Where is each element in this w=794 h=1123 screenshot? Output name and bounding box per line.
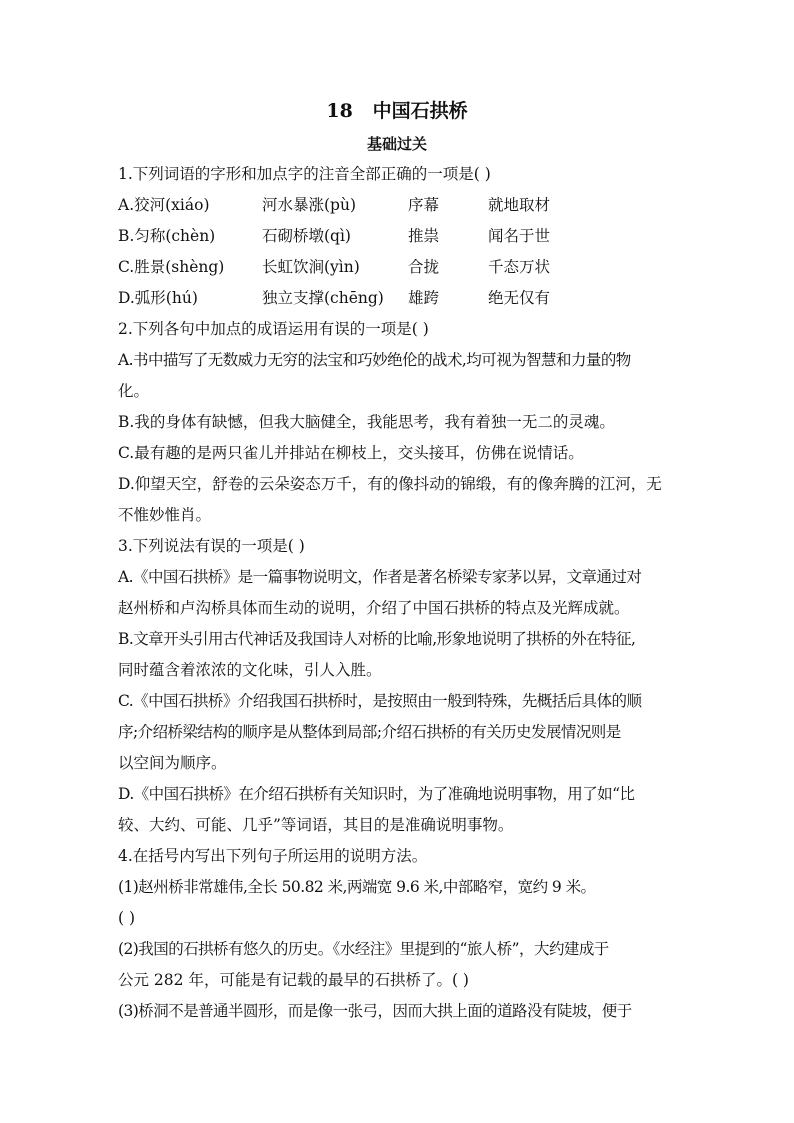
q4-sentence-2: (2)我国的石拱桥有悠久的历史。《水经注》里提到的“旅人桥”，大约建成于 <box>118 940 609 958</box>
q4-sentence-1: (1)赵州桥非常雄伟,全长 50.82 米,两端宽 9.6 米,中部略窄，宽约 9 米。 <box>118 878 596 896</box>
question-3-stem: 3.下列说法有误的一项是( ) <box>118 537 305 555</box>
q1-option-cell: 独立支撑(chēng) <box>262 289 384 307</box>
q1-option-row <box>118 226 678 246</box>
q1-option-cell: C.胜景(shèng) <box>118 258 225 276</box>
q1-option-cell: A.狡河(xiáo) <box>118 196 210 214</box>
q1-option-cell: 长虹饮涧(yìn) <box>262 258 360 276</box>
q1-option-row <box>118 257 678 277</box>
q1-option-cell: 千态万状 <box>488 258 551 276</box>
q2-option-c: C.最有趣的是两只雀儿并排站在柳枝上，交头接耳，仿佛在说情话。 <box>118 444 584 462</box>
q4-sentence-2-cont: 公元 282 年，可能是有记载的最早的石拱桥了。( ) <box>118 971 469 989</box>
q1-option-cell: 闻名于世 <box>488 227 551 245</box>
q3-option-c-cont2: 以空间为顺序。 <box>118 754 227 772</box>
q3-option-d: D.《中国石拱桥》在介绍石拱桥有关知识时，为了准确地说明事物，用了如“比 <box>118 785 635 803</box>
q3-option-c-cont: 序;介绍桥梁结构的顺序是从整体到局部;介绍石拱桥的有关历史发展情况则是 <box>118 723 621 741</box>
q1-option-cell: B.匀称(chèn) <box>118 227 216 245</box>
q3-option-c: C.《中国石拱桥》介绍我国石拱桥时，是按照由一般到特殊，先概括后具体的顺 <box>118 692 642 710</box>
q3-option-d-cont: 较、大约、可能、几乎”等词语，其目的是准确说明事物。 <box>118 816 514 834</box>
q2-option-d: D.仰望天空，舒卷的云朵姿态万千，有的像抖动的锦缎，有的像奔腾的江河，无 <box>118 475 662 493</box>
q1-option-cell: 合拢 <box>408 258 440 276</box>
q2-option-a-cont: 化。 <box>118 382 150 400</box>
q3-option-a: A.《中国石拱桥》是一篇事物说明文，作者是著名桥梁专家茅以昇，文章通过对 <box>118 568 642 586</box>
q3-option-b-cont: 同时蕴含着浓浓的文化味，引人入胜。 <box>118 661 382 679</box>
q2-option-d-cont: 不惟妙惟肖。 <box>118 506 212 524</box>
q3-option-a-cont: 赵州桥和卢沟桥具体而生动的说明，介绍了中国石拱桥的特点及光辉成就。 <box>118 599 630 617</box>
question-2-stem: 2.下列各句中加点的成语运用有误的一项是( ) <box>118 320 429 338</box>
q1-option-cell: 河水暴涨(pù) <box>262 196 356 214</box>
q2-option-b: B.我的身体有缺憾，但我大脑健全，我能思考，我有着独一无二的灵魂。 <box>118 413 615 431</box>
q1-option-cell: 绝无仅有 <box>488 289 551 307</box>
q2-option-a: A.书中描写了无数威力无穷的法宝和巧妙绝伦的战术,均可视为智慧和力量的物 <box>118 351 631 369</box>
q1-option-row <box>118 195 678 215</box>
q1-option-cell: D.弧形(hú) <box>118 289 198 307</box>
q4-sentence-1-answer: ( ) <box>118 909 136 927</box>
section-heading: 基础过关 <box>366 135 427 153</box>
q1-option-cell: 序幕 <box>408 196 440 214</box>
question-4-stem: 4.在括号内写出下列句子所运用的说明方法。 <box>118 847 428 865</box>
q1-option-cell: 石砌桥墩(qì) <box>262 227 351 245</box>
q3-option-b: B.文章开头引用古代神话及我国诗人对桥的比喻,形象地说明了拱桥的外在特征, <box>118 630 636 648</box>
q1-option-cell: 推祟 <box>408 227 440 245</box>
q1-option-row <box>118 288 678 308</box>
q1-option-cell: 就地取材 <box>488 196 551 214</box>
q1-option-cell: 雄跨 <box>408 289 440 307</box>
page-title: 18 中国石拱桥 <box>326 100 468 122</box>
question-1-stem: 1.下列词语的字形和加点字的注音全部正确的一项是( ) <box>118 165 491 183</box>
q4-sentence-3: (3)桥洞不是普通半圆形，而是像一张弓，因而大拱上面的道路没有陡坡，便于 <box>118 1002 632 1020</box>
